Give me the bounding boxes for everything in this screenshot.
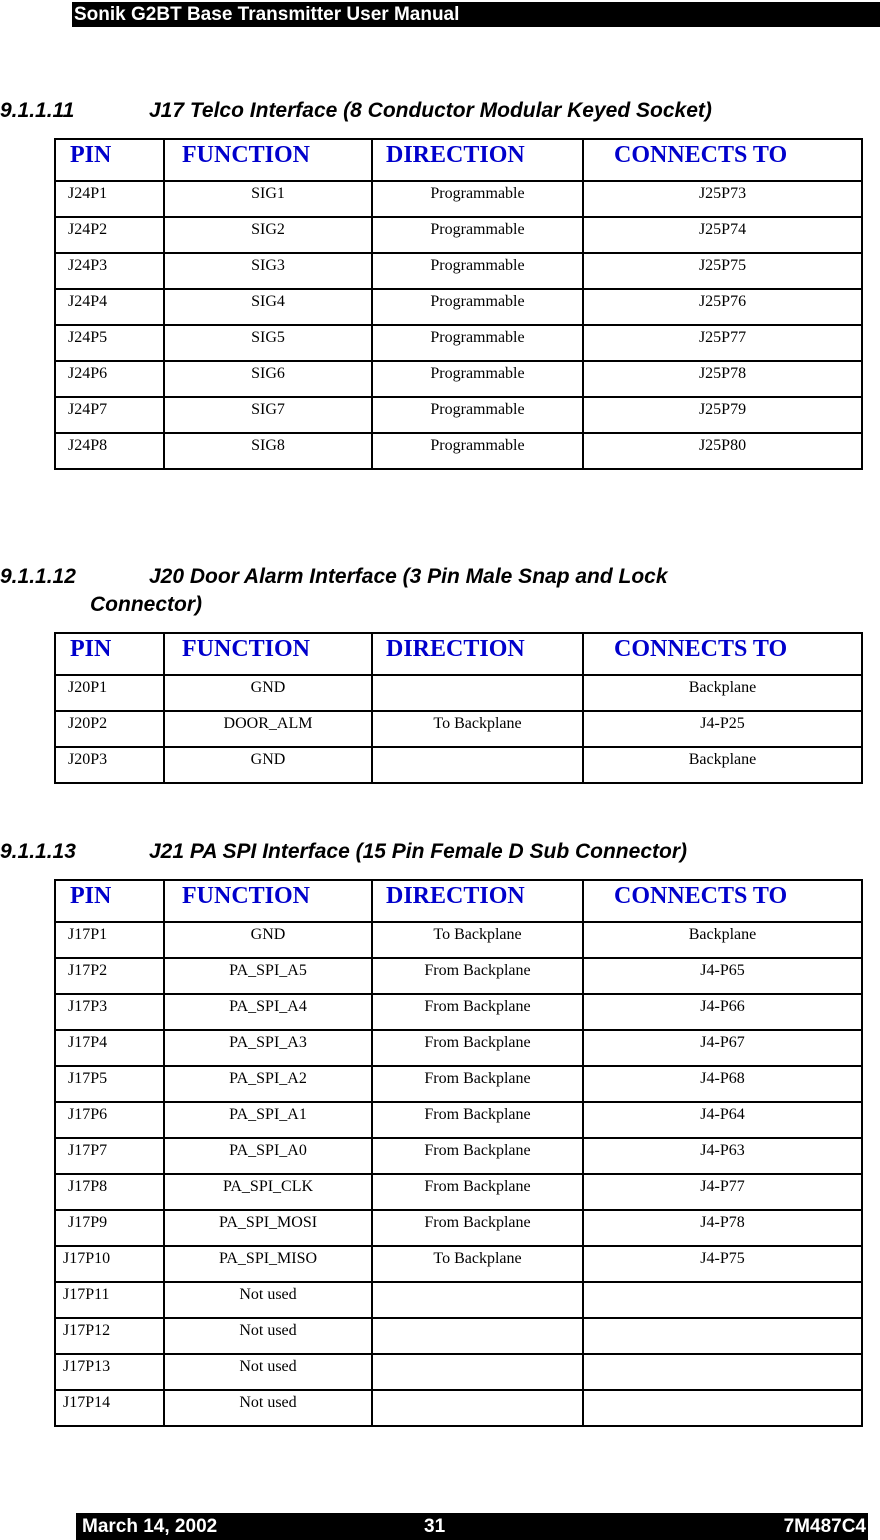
cell-pin: J24P5 <box>55 325 164 361</box>
cell-pin: J17P4 <box>55 1030 164 1066</box>
table-row <box>55 1174 862 1210</box>
cell-function: Not used <box>164 1318 372 1354</box>
cell-function: SIG5 <box>164 325 372 361</box>
cell-direction: Programmable <box>372 433 583 469</box>
table-row <box>55 325 862 361</box>
table-row <box>55 1318 862 1354</box>
table-row <box>55 747 862 783</box>
cell-pin: J17P11 <box>55 1282 164 1318</box>
table-row <box>55 1282 862 1318</box>
cell-connects-to: J25P78 <box>583 361 862 397</box>
footer-date: March 14, 2002 <box>82 1516 218 1537</box>
table-row <box>55 1390 862 1426</box>
table-row <box>55 289 862 325</box>
header-title: Sonik G2BT Base Transmitter User Manual <box>74 4 460 25</box>
cell-connects-to: J25P80 <box>583 433 862 469</box>
cell-direction: To Backplane <box>372 922 583 958</box>
cell-connects-to <box>583 1282 862 1318</box>
cell-function: GND <box>164 675 372 711</box>
cell-pin: J17P3 <box>55 994 164 1030</box>
column-header-connects-to: CONNECTS TO <box>583 139 862 181</box>
table-row <box>55 675 862 711</box>
cell-pin: J20P1 <box>55 675 164 711</box>
column-header-pin: PIN <box>55 880 164 922</box>
cell-function: PA_SPI_A2 <box>164 1066 372 1102</box>
cell-function: PA_SPI_MISO <box>164 1246 372 1282</box>
door-alarm-pin-table <box>54 632 863 784</box>
page-number: 31 <box>424 1516 446 1537</box>
cell-function: GND <box>164 747 372 783</box>
cell-connects-to: J25P75 <box>583 253 862 289</box>
cell-direction <box>372 747 583 783</box>
table-row <box>55 1102 862 1138</box>
cell-pin: J17P8 <box>55 1174 164 1210</box>
cell-direction: From Backplane <box>372 1210 583 1246</box>
cell-function: PA_SPI_A3 <box>164 1030 372 1066</box>
table-row <box>55 958 862 994</box>
cell-connects-to: J25P74 <box>583 217 862 253</box>
cell-function: Not used <box>164 1354 372 1390</box>
cell-connects-to: J4-P78 <box>583 1210 862 1246</box>
cell-pin: J24P3 <box>55 253 164 289</box>
section-number: 9.1.1.11 <box>0 99 75 122</box>
table-row <box>55 253 862 289</box>
cell-connects-to: J4-P66 <box>583 994 862 1030</box>
cell-pin: J20P2 <box>55 711 164 747</box>
cell-pin: J17P9 <box>55 1210 164 1246</box>
table-row <box>55 433 862 469</box>
section-title: J17 Telco Interface (8 Conductor Modular Keyed Socket) <box>149 99 712 122</box>
cell-connects-to <box>583 1354 862 1390</box>
cell-function: PA_SPI_A0 <box>164 1138 372 1174</box>
cell-function: SIG1 <box>164 181 372 217</box>
cell-connects-to <box>583 1318 862 1354</box>
cell-pin: J17P10 <box>55 1246 164 1282</box>
table-row <box>55 181 862 217</box>
cell-direction: To Backplane <box>372 1246 583 1282</box>
cell-function: SIG6 <box>164 361 372 397</box>
section-title: J20 Door Alarm Interface (3 Pin Male Snap and Lock <box>149 565 668 588</box>
cell-function: SIG2 <box>164 217 372 253</box>
cell-direction: Programmable <box>372 181 583 217</box>
section-number: 9.1.1.13 <box>0 840 76 863</box>
column-header-direction: DIRECTION <box>372 139 583 181</box>
cell-direction <box>372 1282 583 1318</box>
cell-direction <box>372 1390 583 1426</box>
cell-connects-to: J4-P65 <box>583 958 862 994</box>
cell-function: Not used <box>164 1390 372 1426</box>
cell-pin: J24P8 <box>55 433 164 469</box>
table-row <box>55 397 862 433</box>
cell-pin: J17P1 <box>55 922 164 958</box>
cell-direction <box>372 1354 583 1390</box>
cell-pin: J24P1 <box>55 181 164 217</box>
column-header-direction: DIRECTION <box>372 633 583 675</box>
cell-pin: J24P7 <box>55 397 164 433</box>
cell-function: SIG7 <box>164 397 372 433</box>
telco-pin-table <box>54 138 863 470</box>
cell-connects-to: J25P73 <box>583 181 862 217</box>
cell-connects-to: Backplane <box>583 747 862 783</box>
column-header-connects-to: CONNECTS TO <box>583 880 862 922</box>
cell-pin: J24P2 <box>55 217 164 253</box>
section-title-continued: Connector) <box>90 593 202 616</box>
table-header-row <box>55 633 862 675</box>
column-header-function: FUNCTION <box>164 880 372 922</box>
table-header-row <box>55 880 862 922</box>
column-header-pin: PIN <box>55 633 164 675</box>
pa-spi-pin-table <box>54 879 863 1427</box>
cell-function: Not used <box>164 1282 372 1318</box>
section-title: J21 PA SPI Interface (15 Pin Female D Sub Connector) <box>149 840 687 863</box>
cell-direction <box>372 1318 583 1354</box>
cell-connects-to: J4-P64 <box>583 1102 862 1138</box>
cell-direction: Programmable <box>372 397 583 433</box>
table-row <box>55 1246 862 1282</box>
cell-direction <box>372 675 583 711</box>
section-number: 9.1.1.12 <box>0 565 76 588</box>
cell-connects-to: J25P79 <box>583 397 862 433</box>
cell-direction: From Backplane <box>372 1138 583 1174</box>
table-row <box>55 922 862 958</box>
cell-direction: To Backplane <box>372 711 583 747</box>
column-header-connects-to: CONNECTS TO <box>583 633 862 675</box>
page-header <box>72 2 880 27</box>
cell-connects-to: J4-P75 <box>583 1246 862 1282</box>
cell-function: PA_SPI_CLK <box>164 1174 372 1210</box>
cell-direction: Programmable <box>372 361 583 397</box>
table-row <box>55 711 862 747</box>
cell-pin: J20P3 <box>55 747 164 783</box>
cell-function: PA_SPI_A1 <box>164 1102 372 1138</box>
cell-function: SIG8 <box>164 433 372 469</box>
cell-direction: Programmable <box>372 325 583 361</box>
cell-connects-to: J25P76 <box>583 289 862 325</box>
cell-connects-to: J4-P77 <box>583 1174 862 1210</box>
table-row <box>55 1030 862 1066</box>
cell-function: PA_SPI_A5 <box>164 958 372 994</box>
cell-direction: Programmable <box>372 253 583 289</box>
cell-function: GND <box>164 922 372 958</box>
table-row <box>55 361 862 397</box>
cell-direction: From Backplane <box>372 1066 583 1102</box>
page-footer <box>76 1513 868 1540</box>
table-row <box>55 1138 862 1174</box>
column-header-direction: DIRECTION <box>372 880 583 922</box>
cell-direction: From Backplane <box>372 958 583 994</box>
cell-function: SIG3 <box>164 253 372 289</box>
table-row <box>55 217 862 253</box>
cell-direction: Programmable <box>372 289 583 325</box>
cell-pin: J17P6 <box>55 1102 164 1138</box>
cell-pin: J17P2 <box>55 958 164 994</box>
cell-connects-to: Backplane <box>583 922 862 958</box>
column-header-function: FUNCTION <box>164 139 372 181</box>
table-row <box>55 1066 862 1102</box>
cell-connects-to: J4-P25 <box>583 711 862 747</box>
cell-direction: Programmable <box>372 217 583 253</box>
table-row <box>55 994 862 1030</box>
cell-function: PA_SPI_MOSI <box>164 1210 372 1246</box>
cell-connects-to: J25P77 <box>583 325 862 361</box>
table-header-row <box>55 139 862 181</box>
cell-connects-to: Backplane <box>583 675 862 711</box>
cell-pin: J24P4 <box>55 289 164 325</box>
table-row <box>55 1354 862 1390</box>
cell-direction: From Backplane <box>372 994 583 1030</box>
cell-function: SIG4 <box>164 289 372 325</box>
cell-connects-to: J4-P63 <box>583 1138 862 1174</box>
cell-connects-to <box>583 1390 862 1426</box>
cell-function: DOOR_ALM <box>164 711 372 747</box>
document-number: 7M487C4 <box>783 1516 866 1537</box>
cell-direction: From Backplane <box>372 1102 583 1138</box>
cell-pin: J17P12 <box>55 1318 164 1354</box>
cell-pin: J24P6 <box>55 361 164 397</box>
cell-pin: J17P5 <box>55 1066 164 1102</box>
cell-direction: From Backplane <box>372 1030 583 1066</box>
cell-connects-to: J4-P67 <box>583 1030 862 1066</box>
cell-function: PA_SPI_A4 <box>164 994 372 1030</box>
cell-pin: J17P14 <box>55 1390 164 1426</box>
cell-direction: From Backplane <box>372 1174 583 1210</box>
cell-connects-to: J4-P68 <box>583 1066 862 1102</box>
column-header-function: FUNCTION <box>164 633 372 675</box>
column-header-pin: PIN <box>55 139 164 181</box>
cell-pin: J17P13 <box>55 1354 164 1390</box>
table-row <box>55 1210 862 1246</box>
cell-pin: J17P7 <box>55 1138 164 1174</box>
